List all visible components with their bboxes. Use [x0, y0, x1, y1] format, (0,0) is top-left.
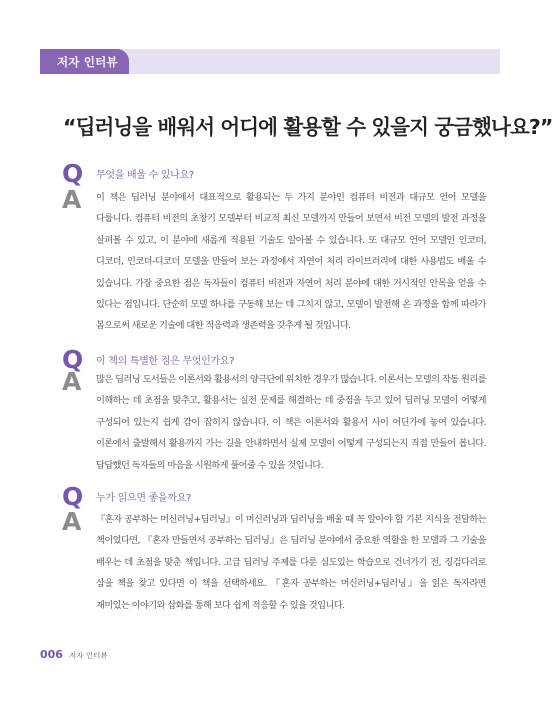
- question-marker: Q: [62, 345, 84, 374]
- answer-marker: A: [62, 185, 82, 214]
- answer-text: 『혼자 공부하는 머신러닝+딥러닝』이 머신러닝과 딥러닝을 배울 때 꼭 알아야 할 기본 지식을 전달하는 책이었다면, 『혼자 만들면서 공부하는 딥러닝』은 딥러닝 분야에서 중요한 역할을 한 모델과 그 기술을 배우는 데 초점을 맞춘 책입니다. 고급 딥러닝 주제를 다룬 심도있는 학습으로 건너가기 전, 징검다리로 삼을 책을 찾고 있다면 이 책을 선택하세요. 『혼자 공부하는 머신러닝+딥러닝』을 읽은 독자라면 재미있는 이야기와 삽화를 통해 보다 쉽게 적응할 수 있을 것입니다.: [96, 514, 486, 611]
- answer-text: 이 책은 딥러닝 분야에서 대표적으로 활용되는 두 가지 분야인 컴퓨터 비전과 대규모 언어 모델을 다룹니다. 컴퓨터 비전의 초창기 모델부터 비교적 최신 모델까지 만들어 보면서 비전 모델의 발전 과정을 살펴볼 수 있고, 이 분야에 새롭게 적용된 기술도 알아볼 수 있습니다. 또 대규모 언어 모델인 인코더, 디코더, 인코더-디코더 모델을 만들어 보는 과정에서 자연어 처리 라이브러리에 대한 사용법도 배울 수 있습니다. 가장 중요한 점은 독자들이 컴퓨터 비전과 자연어 처리 분야에 대한 거시적인 안목을 얻을 수 있다는 점입니다. 단순히 모델 하나를 구동해 보는 데 그치지 않고, 모델이 발전해 온 과정을 함께 따라가 봄으로써 새로운 기술에 대한 적응력과 생존력을 갖추게 될 것입니다.: [96, 192, 486, 332]
- question-marker: Q: [62, 159, 84, 188]
- answer-text: 많은 딥러닝 도서들은 이론서와 활용서의 양극단에 위치한 경우가 많습니다. 이론서는 모델의 작동 원리를 이해하는 데 초점을 맞추고, 활용서는 실전 문제를 해결하는 데 중점을 두고 있어 딥러닝 모델이 어떻게 구성되어 있는지 쉽게 감이 잡히지 않습니다. 이 책은 이론서와 활용서 사이 어딘가에 놓여 있습니다. 이론에서 출발해서 활용까지 가는 길을 안내하면서 실제 모델이 어떻게 구성되는지 직접 만들어 봅니다. 답답했던 독자들의 마음을 시원하게 풀어줄 수 있을 것입니다.: [96, 374, 486, 471]
- page-number: 006: [40, 648, 63, 661]
- answer-marker: A: [62, 367, 82, 396]
- question-text: 이 책의 특별한 점은 무엇인가요?: [96, 356, 235, 367]
- header-tab: [40, 49, 129, 74]
- question-text: 누가 읽으면 좋을까요?: [96, 493, 192, 504]
- question-text: 무엇을 배울 수 있나요?: [96, 170, 194, 181]
- question-marker: Q: [62, 482, 84, 511]
- answer-marker: A: [62, 507, 82, 536]
- page-footer: [40, 648, 108, 661]
- footer-section-label: 저자 인터뷰: [68, 651, 108, 660]
- header-tab-label: 저자 인터뷰: [57, 55, 118, 69]
- page-title: “딥러닝을 배워서 어디에 활용할 수 있을지 궁금했나요?”: [63, 115, 552, 139]
